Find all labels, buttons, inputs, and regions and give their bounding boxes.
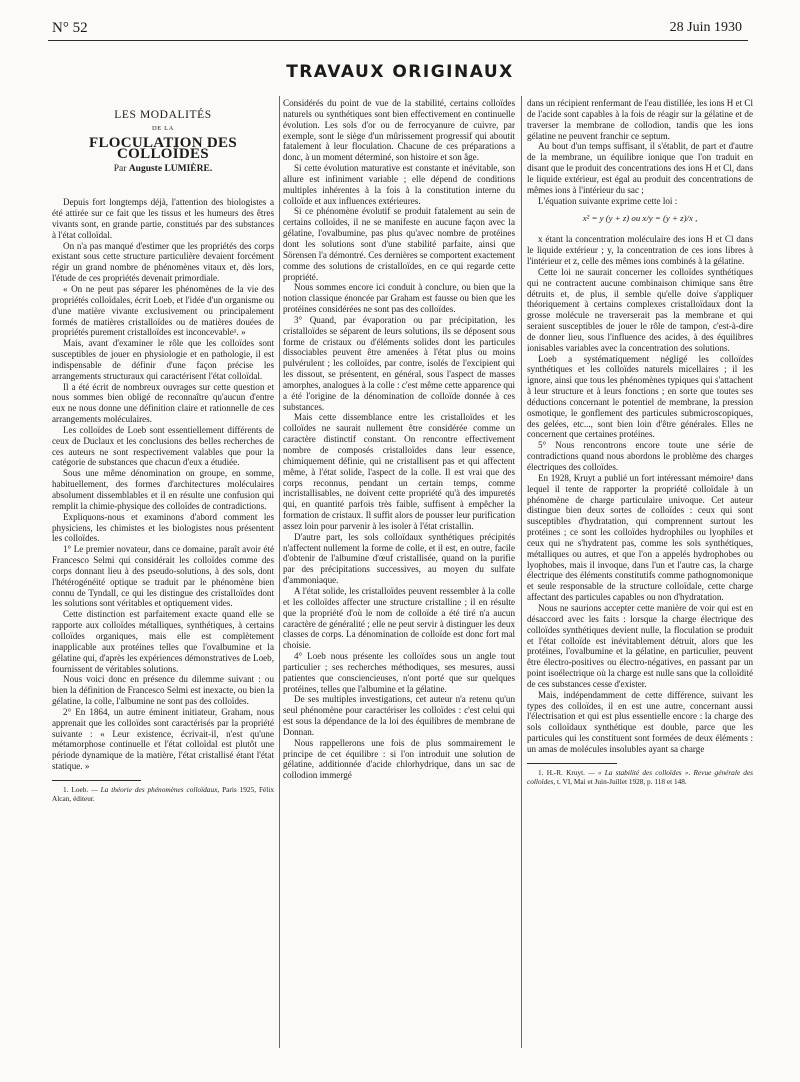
- paragraph: 1° Le premier novateur, dans ce domaine, paraît avoir été Francesco Selmi qui considérait les colloïdes comme des corps donnant lieu à des pseudo-solutions, à des sols, dont l'hétérogénéité optique se traduit par le phénomène bien connu de Tyndall, ce qui les distingue des cristalloïdes dont les solutions sont véritables et optiquement vides.: [52, 544, 274, 609]
- article-title-block: [52, 110, 274, 175]
- paragraph: « On ne peut pas séparer les phénomènes de la vie des propriétés colloïdales, écrit Loeb, et l'idée d'un organisme ou d'une matière vivante exclusivement ou principalement formés de matières cristalloïdes ou de matières douées de propriétés purement cristalloïdes est inconcevable¹. »: [52, 283, 274, 338]
- article-title-main: FLOCULATION DES COLLOÏDES: [89, 134, 237, 162]
- paragraph: Mais cette dissemblance entre les cristalloïdes et les colloïdes ne saurait nullement être considérée comme un caractère distinctif constant. On rencontre effectivement nombre de composés cristalloïdes dans leur essence, chimiquement définie, qui ne cristallisent pas et qui affectent même, à l'état solide, l'aspect de la colle. Il est vrai que des corps reconnus, pendant un certain temps, comme incristallisables, ne doivent cette propriété qu'à des impuretés qui, en quantité parfois très faible, suffisent à empêcher la formation de cristaux. Il suffit alors de pousser leur purification assez loin pour parvenir à les isoler à l'état cristallin.: [283, 412, 515, 531]
- paragraph: Loeb a systématiquement négligé les colloïdes synthétiques et les colloïdes naturels micellaires ; il les ignore, ainsi que tous les phénomènes typiques qui s'attachent à leur structure et à leurs fonctions ; en sorte que toutes ses déductions concernant le potentiel de membrane, la pression osmotique, le gonflement des particules submicroscopiques, des gelées, etc..., sont bien loin d'être générales. Elles ne concernent que certaines protéines.: [527, 353, 753, 440]
- paragraph: Si ce phénomène évolutif se produit fatalement au sein de certains colloïdes, il ne se manifeste en aucune façon avec la gélatine, l'ovalbumine, pas plus qu'avec nombre de protéines dont les solutions sont d'une stabilité parfaite, ainsi que Sörensen l'a démontré. Ces dernières se comportent exactement comme des solutions de cristalloïdes, en ce qui regarde cette propriété.: [283, 206, 515, 282]
- paragraph: Nous voici donc en présence du dilemme suivant : ou bien la définition de Francesco Selmi est inexacte, ou bien la gélatine, la colle, l'albumine ne sont pas des colloïdes.: [52, 674, 274, 707]
- footnote-rule: [527, 763, 617, 764]
- footnote-title: — « La stabilité des colloïdes ». Revue générale des colloïdes,: [527, 767, 753, 786]
- footnote-author: Loeb.: [71, 784, 89, 794]
- byline-prefix: Par: [113, 164, 127, 175]
- section-title: TRAVAUX ORIGINAUX: [286, 62, 514, 82]
- paragraph: 4° Loeb nous présente les colloïdes sous un angle tout particulier ; ses recherches méthodiques, ses mesures, aussi patientes que consciencieuses, n'ont porté que sur quelques protéines, telles que l'albumine et la gélatine.: [283, 651, 515, 694]
- paragraph: 3° Quand, par évaporation ou par précipitation, les cristalloïdes se séparent de leurs solutions, ils se déposent sous forme de cristaux ou d'éléments solides dont les particules dissociables peuvent être amenées à l'état plus ou moins pulvérulent ; les colloïdes, par contre, isolés de l'excipient qui les dissout, se présentent, en général, sous l'aspect de masses amorphes, analogues à la colle : c'est même cette apparence qui a été l'origine de la dénomination de colloïde donnée à ces substances.: [283, 314, 515, 412]
- header-rule: [48, 40, 748, 41]
- paragraph: Nous rappellerons une fois de plus sommairement le principe de cet équilibre : si l'on introduit une solution de gélatine, additionnée d'acide chlorhydrique, dans un sac de collodion immergé: [283, 737, 515, 781]
- column-divider: [279, 96, 280, 1048]
- footnote-rule: [52, 780, 141, 781]
- footnote-details: Paris 1925, Félix Alcan, éditeur.: [52, 784, 274, 803]
- paragraph: L'équation suivante exprime cette loi :: [538, 195, 678, 206]
- paragraph: Depuis fort longtemps déjà, l'attention des biologistes a été attirée sur ce fait que les tissus et les humeurs des êtres vivants sont, en grande partie, constitués par des substances à l'état colloïdal.: [52, 197, 274, 240]
- column-divider: [521, 96, 522, 1048]
- paragraph: Expliquons-nous et examinons d'abord comment les physiciens, les chimistes et les biologistes nous présentent les colloïdes.: [52, 511, 274, 544]
- paragraph: Les colloïdes de Loeb sont essentiellement différents de ceux de Duclaux et les conclusions des belles recherches de ces auteurs ne sont respectivement valables que pour la catégorie de substances que chacun d'eux a étudiée.: [52, 424, 274, 468]
- paragraph: A l'état solide, les cristalloïdes peuvent ressembler à la colle et les colloïdes affecter une structure cristalline ; il en résulte que la propriété d'où le nom de colloïde a été tiré n'a aucun caractère de généralité ; elle ne peut servir à distinguer les deux classes de corps. La dénomination de colloïde est donc fort mal choisie.: [283, 585, 515, 651]
- paragraph: Nous ne saurions accepter cette manière de voir qui est en désaccord avec les faits : lorsque la charge électrique des colloïdes synthétiques devient nulle, la floculation se produit et l'état colloïde est inévitablement détruit, alors que les protéines, l'ovalbumine et la gélatine, en particulier, peuvent être électro-positives ou électro-négatives, en passant par un point isoélectrique où la charge est nulle sans que la colloïdité de ces substances cesse d'exister.: [527, 602, 753, 689]
- footnote: [52, 786, 274, 804]
- article-title-line2: DE LA: [152, 124, 174, 132]
- column-3: [527, 98, 753, 1052]
- paragraph: Considérés du point de vue de la stabilité, certains colloïdes naturels ou synthétiques sont bien effectivement en continuelle évolution. Les sols d'or ou de ferrocyanure de cuivre, par exemple, sont le siège d'un mûrissement progressif qui aboutit fatalement à leur floculation. Chacune de ces préparations a donc, à un moment déterminé, son histoire et son âge.: [283, 98, 515, 163]
- footnote-number: 1.: [63, 784, 69, 794]
- page-number: N° 52: [52, 20, 88, 36]
- paragraph: dans un récipient renfermant de l'eau distillée, les ions H et Cl de l'acide sont capables à la fois de réagir sur la gélatine et de traverser la membrane de collodion, tandis que les ions gélatine ne peuvent franchir ce septum.: [527, 98, 753, 141]
- article-byline: [52, 164, 274, 175]
- paragraph: Si cette évolution maturative est constante et inévitable, son allure est infiniment variable ; elle dépend de conditions multiples inhérentes à la fois à la constitution interne du colloïde et aux influences extérieures.: [283, 163, 515, 206]
- paragraph: Mais, indépendamment de cette différence, suivant les types des colloïdes, il en est une autre, concernant aussi l'électrisation et qui est plus essentielle encore : la charge des sols colloïdaux synthétique est double, parce que les particules qui les constituent sont formées de deux éléments : un amas de molécules insolubles ayant sa charge: [527, 689, 753, 754]
- paragraph: De ses multiples investigations, cet auteur n'a retenu qu'un seul phénomène pour caractériser les colloïdes : c'est celui qui est sous la dépendance de la loi des équilibres de membrane de Donnan.: [283, 694, 515, 737]
- paragraph: Mais, avant d'examiner le rôle que les colloïdes sont susceptibles de jouer en physiologie et en pathologie, il est indispensable de définir d'une façon précise les arrangements structuraux qui caractérisent l'état colloïdal.: [52, 338, 274, 381]
- byline-author: Auguste LUMIÈRE.: [128, 164, 213, 175]
- footnote-title: — La théorie des phénomènes colloïdaux,: [91, 784, 220, 794]
- article-title-line1: LES MODALITÉS: [114, 109, 212, 121]
- paragraph: Cette distinction est parfaitement exacte quand elle se rapporte aux colloïdes métalliques, synthétiques, à certains colloïdes organiques, mais elle est complètement inapplicable aux protéines telles que l'ovalbumine et la gélatine qui, d'après les expériences démonstratives de Loeb, fournissent de véritables solutions.: [52, 609, 274, 674]
- paragraph: D'autre part, les sols colloïdaux synthétiques précipités n'affectent nullement la forme de colle, et il est, en outre, facile d'obtenir de l'albumine d'œuf cristallisée, quand on la purifie par des précipitations successives, au moyen du sulfate d'ammoniaque.: [283, 531, 515, 586]
- donnan-equation: x² = y (y + z) ou x/y = (y + z)/x ,: [582, 213, 698, 224]
- footnote-author: H.-R. Kruyt.: [546, 767, 585, 777]
- footnote: [527, 769, 753, 787]
- footnote-number: 1.: [538, 767, 544, 777]
- paragraph: Cette loi ne saurait concerner les colloïdes synthétiques qui ne contractent aucune combinaison chimique sans être détruits et, de plus, il semble qu'elle doive s'appliquer théoriquement à certains complexes cristalloïdaux dont la grosse molécule ne traverserait pas la membrane et qui seraient susceptibles de jouer le rôle de tampon, c'est-à-dire de donner lieu, sous l'influence des acides, à des équilibres ionisables variables avec la concentration des solutions.: [527, 266, 753, 353]
- page-header: [52, 20, 742, 42]
- paragraph: Nous sommes encore ici conduit à conclure, ou bien que la notion classique énoncée par Graham est fausse ou bien que les protéines considérées ne sont pas des colloïdes.: [283, 282, 515, 315]
- paragraph: Il a été écrit de nombreux ouvrages sur cette question et nous sommes bien obligé de reconnaître qu'aucun d'entre eux ne nous donne une définition claire et rationnelle de ces arrangements moléculaires.: [52, 381, 274, 425]
- footnote-details: t. VI, Mai et Juin-Juillet 1928, p. 118 et 148.: [557, 776, 687, 786]
- paragraph: On n'a pas manqué d'estimer que les propriétés des corps existant sous cette structure particulière devaient forcément régir un grand nombre de phénomènes vitaux et, dès lors, l'étude de ces propriétés devenait primordiale.: [52, 240, 274, 284]
- paragraph: 5° Nous rencontrons encore toute une série de contradictions quand nous abordons le problème des charges électriques des colloïdes.: [527, 440, 753, 472]
- paragraph: Au bout d'un temps suffisant, il s'établit, de part et d'autre de la membrane, un équilibre ionique que l'on traduit en disant que le produit des concentrations des ions H et Cl, dans le liquide extérieur, est égal au produit des concentrations de mêmes ions à l'intérieur du sac ;: [527, 141, 753, 195]
- paragraph: 2° En 1864, un autre éminent initiateur, Graham, nous apprenait que les colloïdes sont caractérisés par la propriété suivante : « Leur existence, écrivait-il, n'est qu'une métamorphose continuelle et l'état colloïdal est plutôt une période dynamique de la matière, l'état cristallisé étant l'état statique. »: [52, 706, 274, 772]
- paragraph: Sous une même dénomination on groupe, en somme, habituellement, des formes d'architectures moléculaires absolument dissemblables et il en résulte une confusion qui remplit la chimie-physique des colloïdes de contradictions.: [52, 468, 274, 511]
- column-1: [52, 98, 274, 1052]
- issue-date: 28 Juin 1930: [669, 20, 742, 35]
- paragraph: En 1928, Kruyt a publié un fort intéressant mémoire¹ dans lequel il tente de rapporter la propriété colloïdale à un phénomène de charge particulaire univoque. Cet auteur distingue bien deux sortes de colloïdes : ceux qui sont susceptibles d'hydratation, qui comprennent surtout les protéines ; ce sont les colloïdes hydrophiles ou lyophiles et ceux qui ne s'hydratent pas, comme les sols synthétiques, métalliques ou autres, et que l'on a appelés hydrophobes ou lyophobes, mais il invoque, dans l'un et l'autre cas, la charge électrique des éléments constitutifs comme pathognomonique et seule responsable de la structure colloïdale, cette charge affectant des particules capables ou non d'hydratation.: [527, 472, 753, 603]
- paragraph: x étant la concentration moléculaire des ions H et Cl dans le liquide extérieur ; y, la concentration de ces ions libres à l'intérieur et z, celle des mêmes ions combinés à la gélatine.: [527, 234, 753, 266]
- column-2: [283, 98, 515, 1052]
